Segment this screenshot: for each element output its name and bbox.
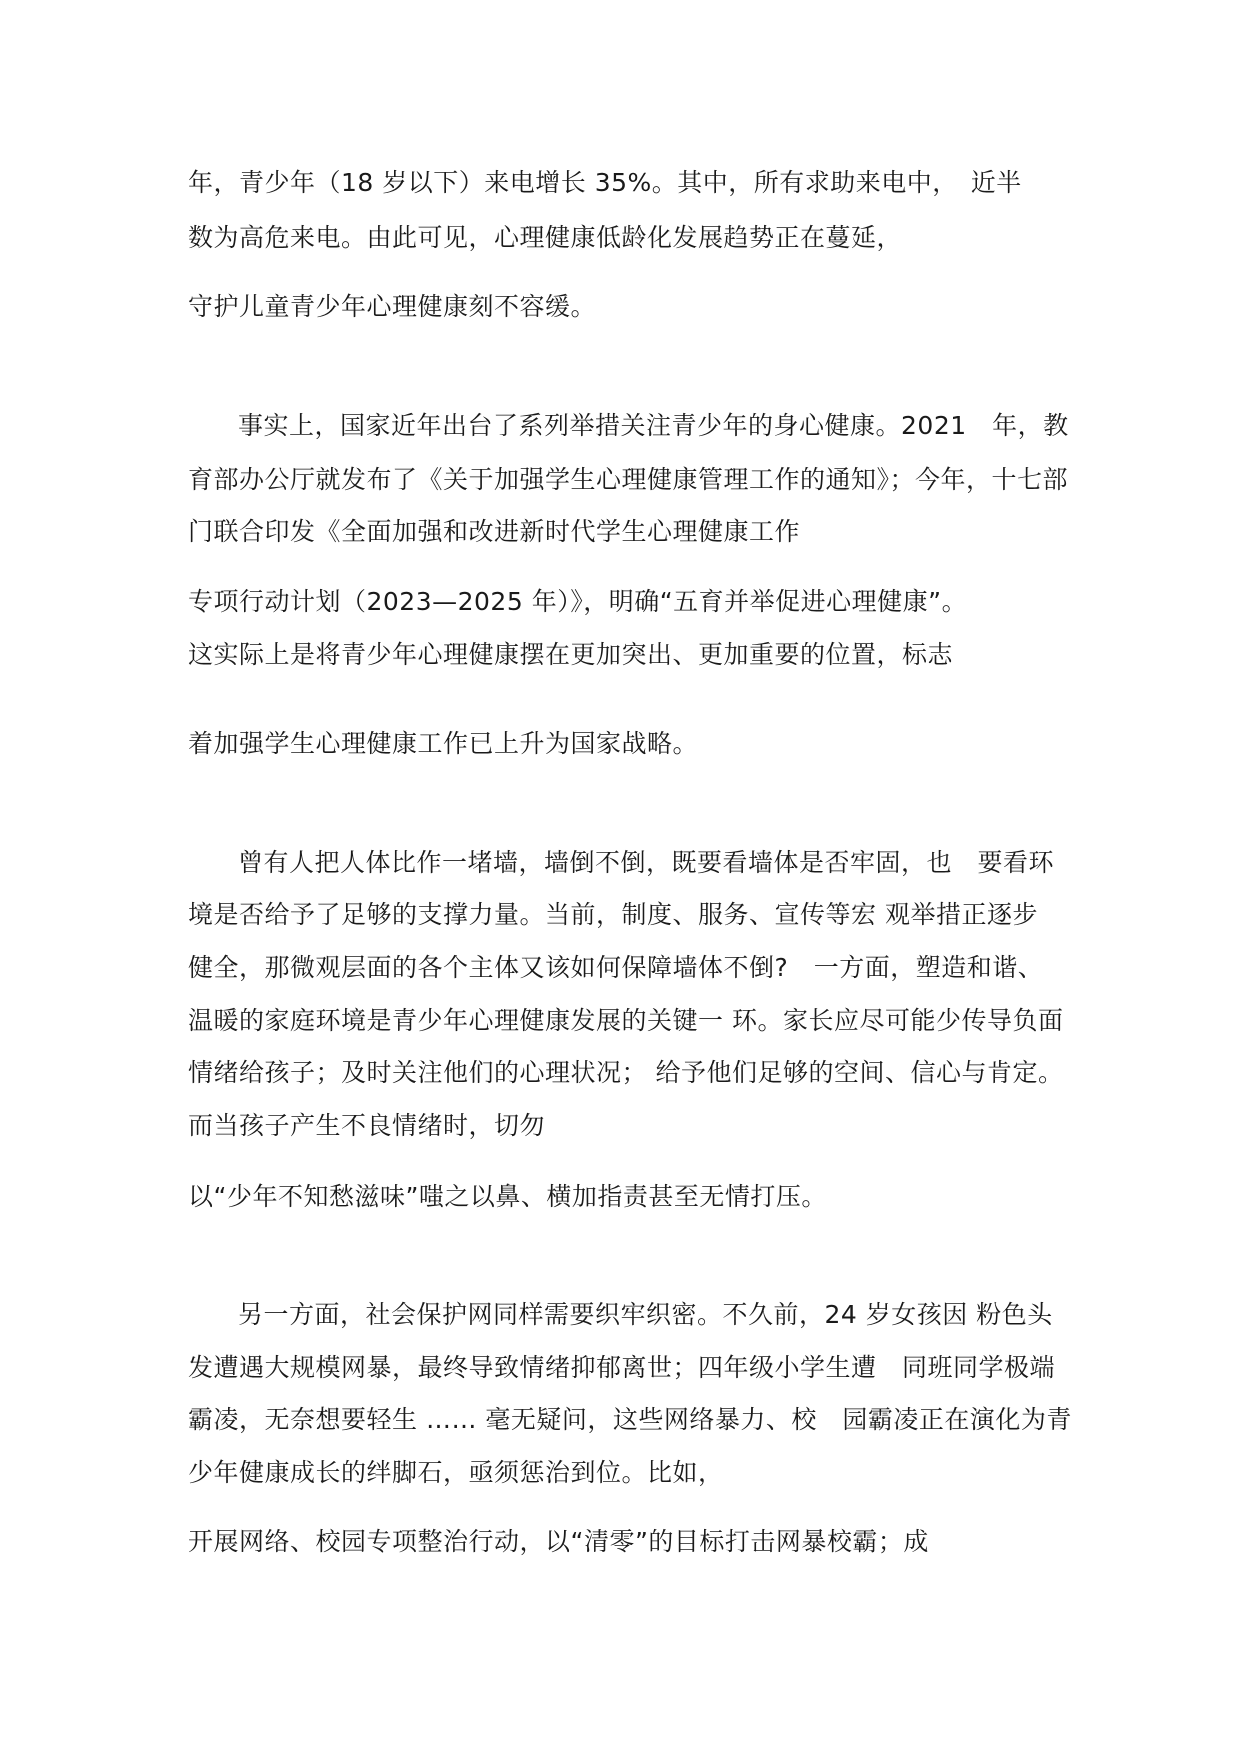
paragraph-2-line-5: 这实际上是将青少年心理健康摆在更加突出、更加重要的位置，标志 bbox=[188, 640, 954, 669]
paragraph-4-line-5: 开展网络、校园专项整治行动，以“清零”的目标打击网暴校霸；成 bbox=[188, 1527, 929, 1556]
paragraph-4-line-1: 另一方面，社会保护网同样需要织牢织密。不久前，24 岁女孩因 粉色头 bbox=[238, 1300, 1053, 1329]
paragraph-1-line-3: 守护儿童青少年心理健康刻不容缓。 bbox=[188, 292, 597, 321]
paragraph-3-line-2: 境是否给予了足够的支撑力量。当前，制度、服务、宣传等宏 观举措正逐步 bbox=[188, 900, 1038, 929]
paragraph-2-line-4: 专项行动计划（2023—2025 年）》，明确“五育并举促进心理健康”。 bbox=[188, 587, 968, 616]
paragraph-2-line-6: 着加强学生心理健康工作已上升为国家战略。 bbox=[188, 729, 699, 758]
paragraph-4-line-3: 霸凌，无奈想要轻生 …… 毫无疑问，这些网络暴力、校 园霸凌正在演化为青 bbox=[188, 1405, 1072, 1434]
paragraph-3-line-5: 情绪给孩子；及时关注他们的心理状况； 给予他们足够的空间、信心与肯定。 bbox=[188, 1058, 1064, 1087]
paragraph-2-line-2: 育部办公厅就发布了《关于加强学生心理健康管理工作的通知》；今年，十七部 bbox=[188, 465, 1069, 494]
paragraph-2-line-1: 事实上，国家近年出台了系列举措关注青少年的身心健康。2021 年，教 bbox=[238, 411, 1069, 440]
paragraph-3-line-6: 而当孩子产生不良情绪时，切勿 bbox=[188, 1111, 546, 1140]
paragraph-3-line-4: 温暖的家庭环境是青少年心理健康发展的关键一 环。家长应尽可能少传导负面 bbox=[188, 1006, 1064, 1035]
paragraph-3-line-1: 曾有人把人体比作一堵墙，墙倒不倒，既要看墙体是否牢固，也 要看环 bbox=[238, 848, 1055, 877]
paragraph-2-line-3: 门联合印发《全面加强和改进新时代学生心理健康工作 bbox=[188, 517, 801, 546]
paragraph-1-line-1: 年，青少年（18 岁以下）来电增长 35%。其中，所有求助来电中， 近半 bbox=[188, 168, 1022, 197]
paragraph-4-line-2: 发遭遇大规模网暴，最终导致情绪抑郁离世；四年级小学生遭 同班同学极端 bbox=[188, 1353, 1056, 1382]
paragraph-4-line-4: 少年健康成长的绊脚石，亟须惩治到位。比如， bbox=[188, 1458, 724, 1487]
paragraph-3-line-7: 以“少年不知愁滋味”嗤之以鼻、横加指责甚至无情打压。 bbox=[188, 1182, 827, 1211]
paragraph-1-line-2: 数为高危来电。由此可见，心理健康低龄化发展趋势正在蔓延， bbox=[188, 223, 903, 252]
paragraph-3-line-3: 健全，那微观层面的各个主体又该如何保障墙体不倒? 一方面，塑造和谐、 bbox=[188, 953, 1044, 982]
